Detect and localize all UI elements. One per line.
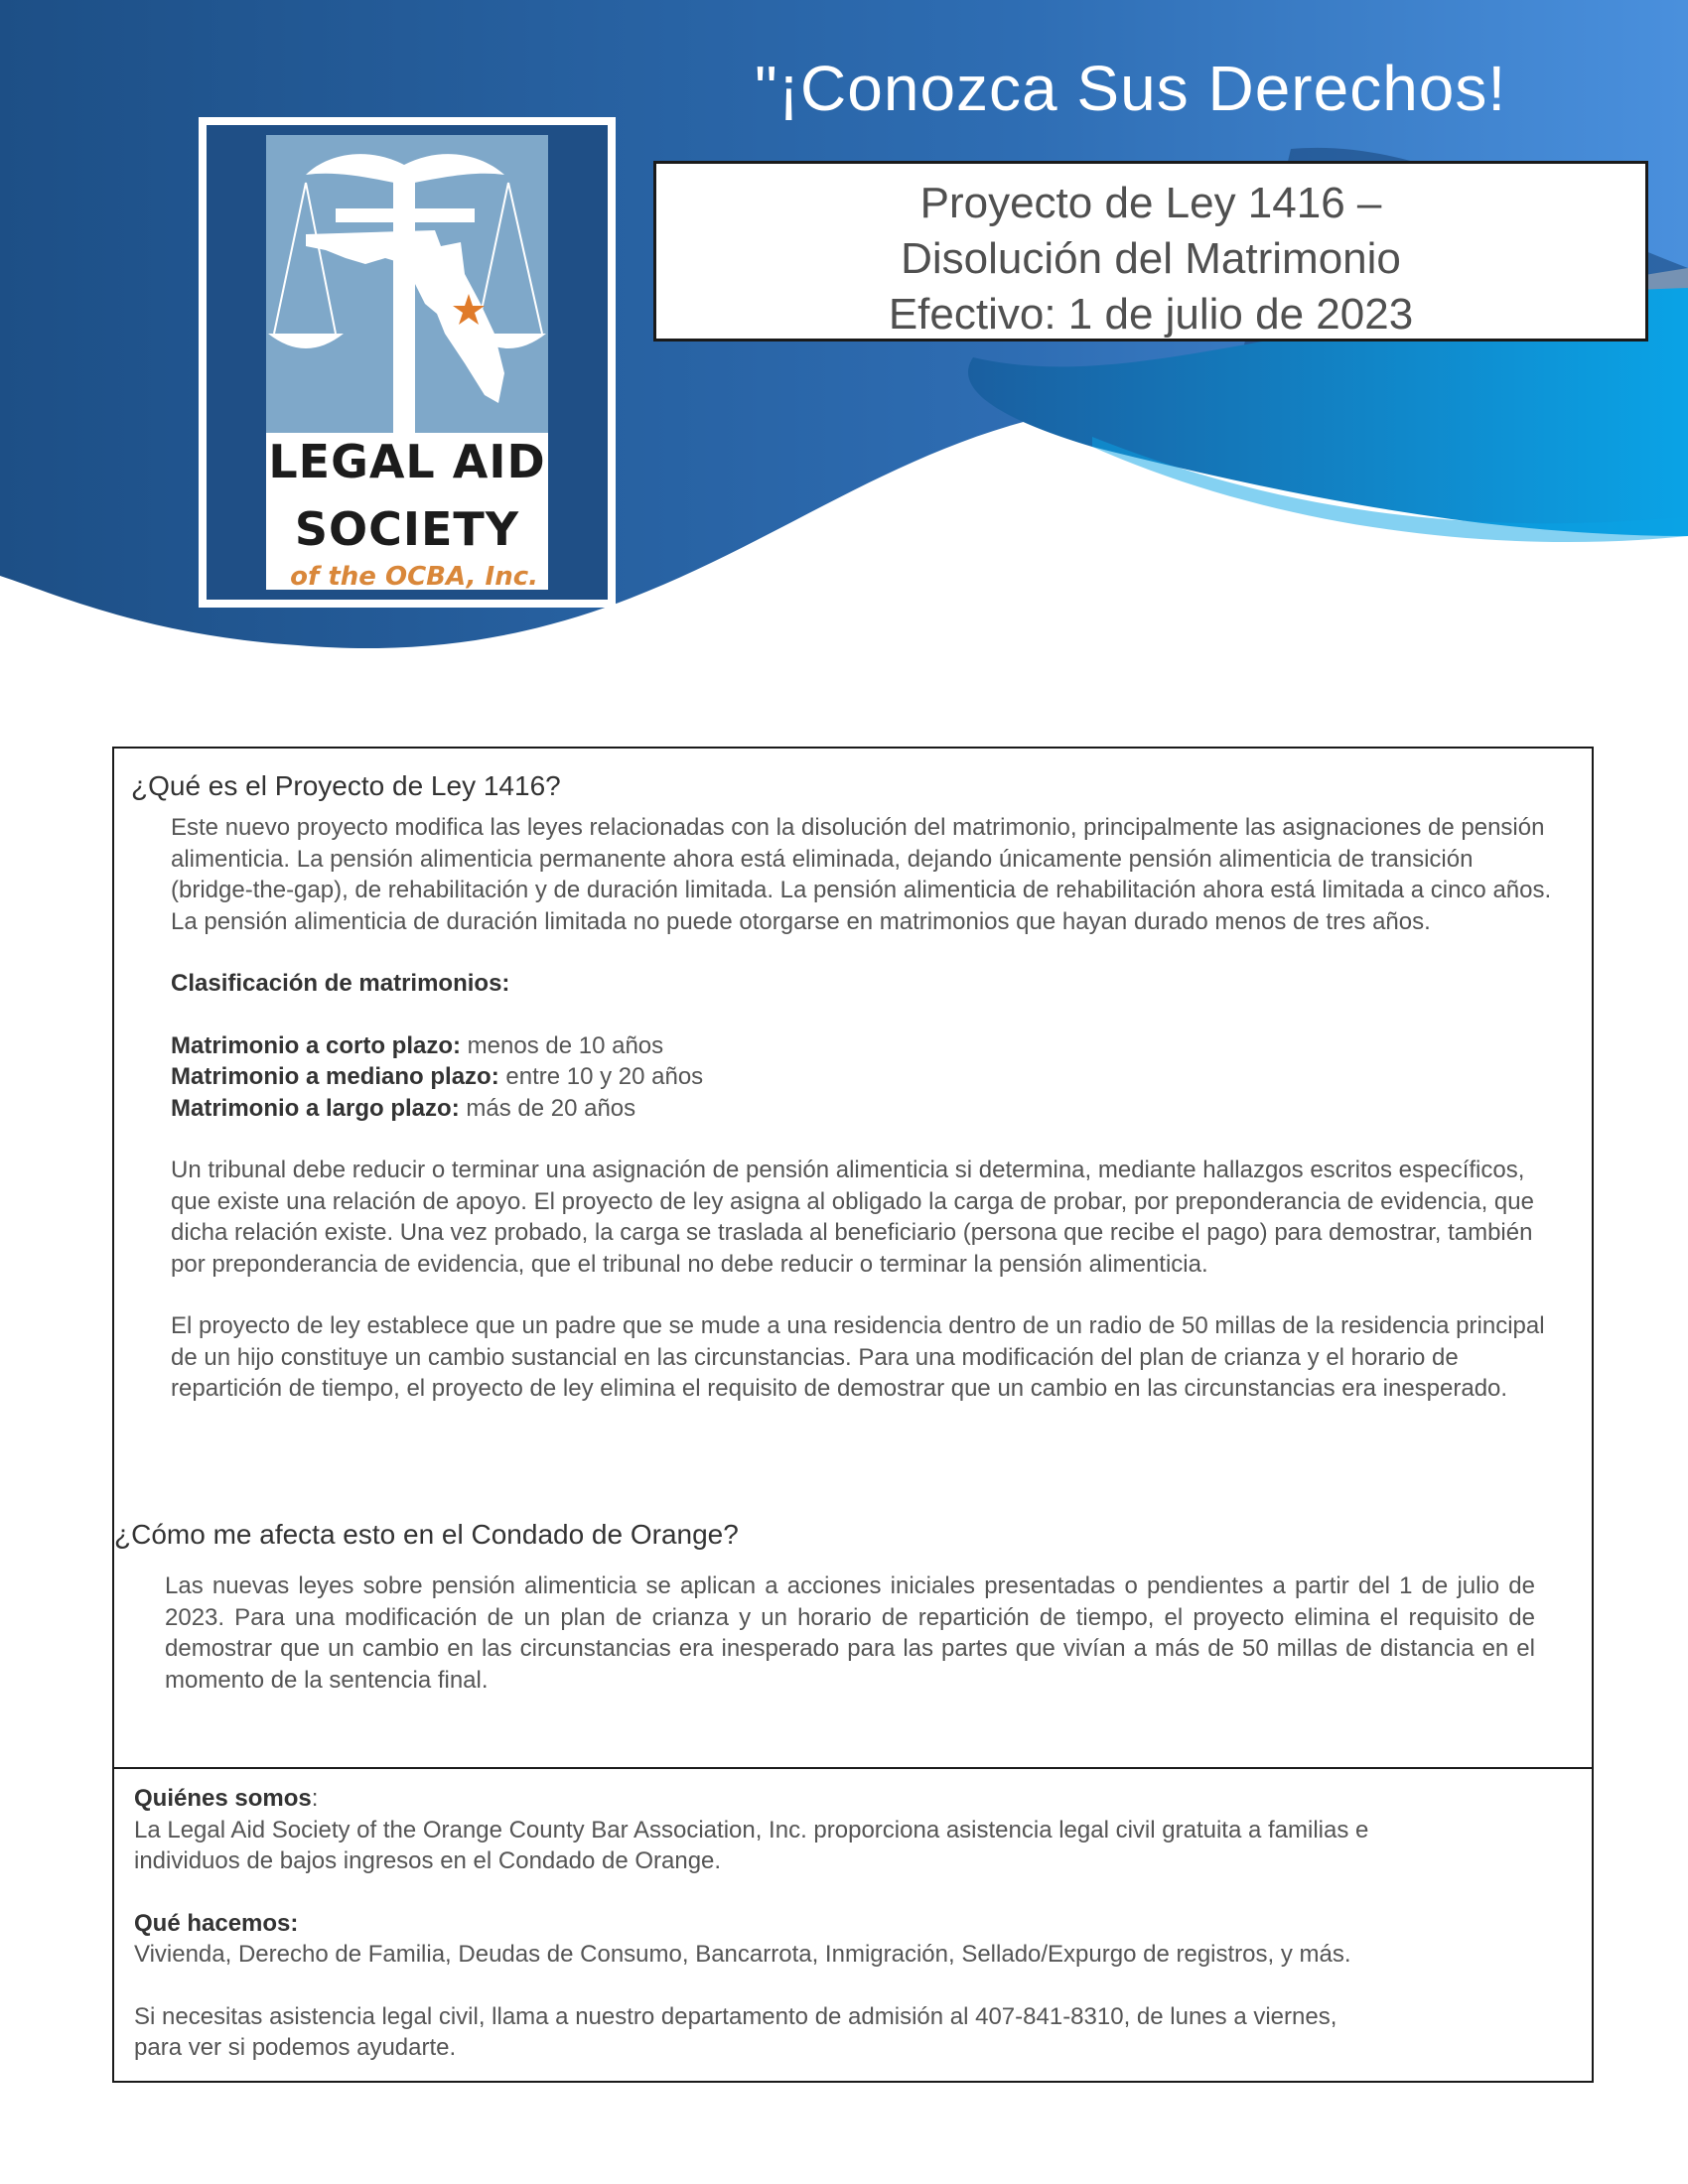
section1-heading: ¿Qué es el Proyecto de Ley 1416? [131,770,561,801]
section1-intro: Este nuevo proyecto modifica las leyes relacionadas con la disolución del matrimonio, principalmente las asignaciones de pensión alimenticia. La pensión alimenticia permanente ahora está eliminada, dejando únicamente pensión alimenticia de transición (bridge-the-gap), de rehabilitación y de duración limitada. La pensión alimenticia de rehabilitación ahora está limitada a cinco años. La pensión alimenticia de duración limitada no puede otorgarse en matrimonios que hayan durado menos de tres años. [171,814,1552,935]
bill-title-line1: Proyecto de Ley 1416 – [919,179,1382,227]
contact-info: Si necesitas asistencia legal civil, llama a nuestro departamento de admisión al 407-841-8310, de lunes a viernes, para ver si podemos ayudarte. [134,2002,1337,2061]
who-we-are-body: La Legal Aid Society of the Orange County Bar Association, Inc. proporciona asistencia legal civil gratuita a familias e individuos de bajos ingresos en el Condado de Orange. [134,1816,1369,1874]
page-title: "¡Conozca Sus Derechos! [755,53,1507,124]
legal-aid-logo [199,117,616,608]
about-us-content: Quiénes somos: La Legal Aid Society of the Orange County Bar Association, Inc. proporciona asistencia legal civil gratuita a familias e individuos de bajos ingresos en el Condado de Orange. Qué hacemos: Vivienda, Derecho de Familia, Deudas de Consumo, Bancarrota, Inmigración, Sellado/Expurgo de registros, y más. Si necesitas asistencia legal civil, llama a nuestro departamento de admisión al 407-841-8310, de lunes a viernes, para ver si podemos ayudarte. [134,1783,1524,2064]
section2-heading: ¿Cómo me afecta esto en el Condado de Orange? [114,1519,739,1550]
who-we-are-heading: Quiénes somos [134,1785,312,1812]
classification-item: Matrimonio a mediano plazo: entre 10 y 20 años [171,1063,704,1090]
section1-body [171,812,1561,1405]
classification-heading: Clasificación de matrimonios: [171,970,510,997]
what-we-do-heading: Qué hacemos: [134,1909,299,1937]
logo-text-legal-aid: LEGAL AID [268,435,546,488]
classification-item: Matrimonio a corto plazo: menos de 10 años [171,1031,664,1059]
section2-body: Las nuevas leyes sobre pensión alimenticia se aplican a acciones iniciales presentadas o pendientes a partir del 1 de julio de 2023. Para una modificación de un plan de crianza y un horario de repartición de tiempo, el proyecto elimina el requisito de demostrar que un cambio en las circunstancias era inesperado para las partes que vivían a más de 50 millas de distancia en el momento de la sentencia final. [165,1572,1535,1694]
section1-para3: El proyecto de ley establece que un padre que se mude a una residencia dentro de un radio de 50 millas de la residencia principal de un hijo constituye un cambio sustancial en las circunstancias. Para una modificación del plan de crianza y el horario de repartición de tiempo, el proyecto de ley elimina el requisito de demostrar que un cambio en las circunstancias era inesperado. [171,1312,1545,1402]
bill-title-line2: Disolución del Matrimonio [901,234,1401,283]
scales-of-justice-florida-icon [266,135,548,433]
bill-title-box [653,161,1648,341]
section1-para2: Un tribunal debe reducir o terminar una asignación de pensión alimenticia si determina, mediante hallazgos escritos específicos, que existe una relación de apoyo. El proyecto de ley asigna al obligado la carga de probar, por preponderancia de evidencia, que dicha relación existe. Una vez probado, la carga se traslada al beneficiario (persona que recibe el pago) para demostrar, también por preponderancia de evidencia, que el tribunal no debe reducir o terminar la pensión alimenticia. [171,1157,1534,1278]
bill-title-line3: Efectivo: 1 de julio de 2023 [888,290,1414,339]
main-content-box [112,747,1594,1769]
logo-text-ocba: of the OCBA, Inc. [290,562,538,592]
logo-text-society: SOCIETY [294,502,520,556]
classification-item: Matrimonio a largo plazo: más de 20 años [171,1094,636,1122]
what-we-do-body: Vivienda, Derecho de Familia, Deudas de Consumo, Bancarrota, Inmigración, Sellado/Expurgo de registros, y más. [134,1941,1351,1968]
about-us-box [112,1767,1594,2083]
